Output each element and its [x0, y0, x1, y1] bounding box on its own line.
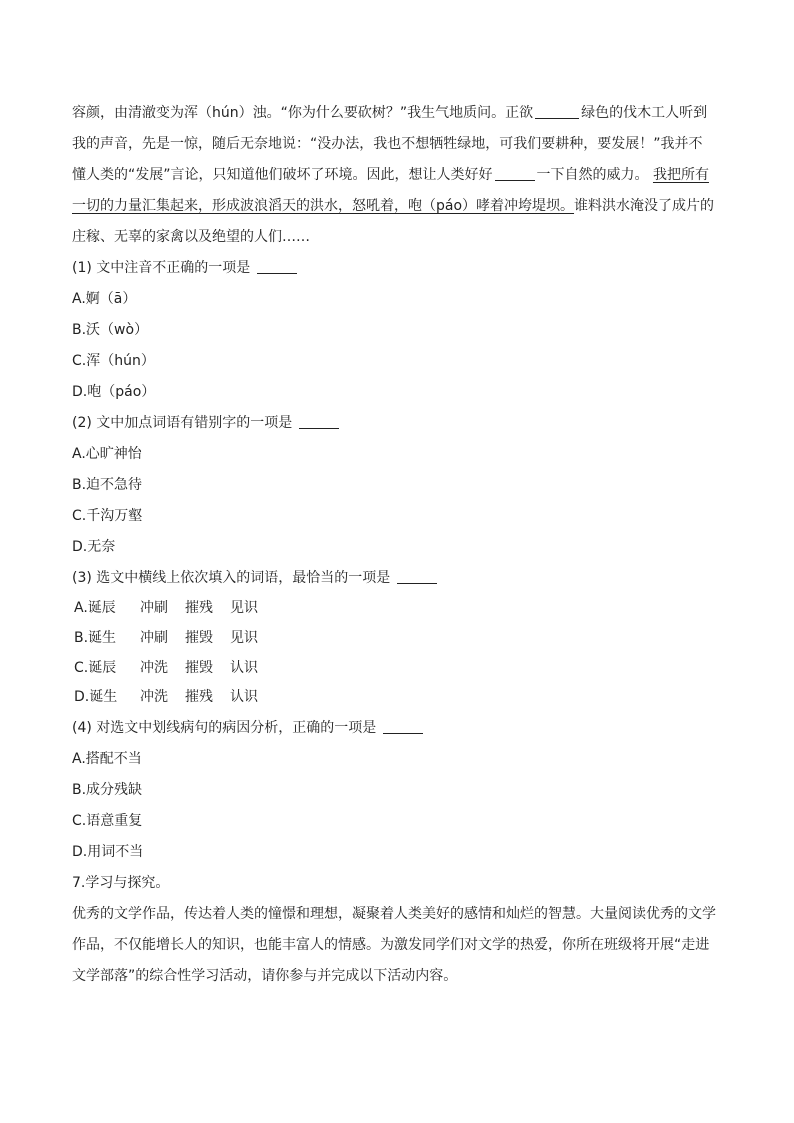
option-word: 冲洗 [140, 659, 168, 676]
option: A.婀（ā） [72, 291, 137, 307]
question-title: (4) 对选文中划线病句的病因分析，正确的一项是 [72, 713, 724, 744]
question-title: (2) 文中加点词语有错别字的一项是 [72, 408, 724, 439]
answer-blank [299, 412, 339, 429]
option: A.心旷神怡 [72, 446, 142, 462]
option-word: D.诞生 [74, 689, 118, 706]
passage-text: 一下自然的威力。 [536, 167, 649, 183]
option-word: 见识 [230, 600, 258, 616]
reading-passage [72, 98, 724, 253]
question-title: (1) 文中注音不正确的一项是 [72, 253, 724, 284]
question-4 [72, 713, 724, 868]
underlined-sentence: 我把所有 [652, 167, 709, 183]
passage-text: 绿色的伐木工人听到 [581, 105, 708, 121]
section-heading: 7.学习与探究。 [72, 875, 170, 892]
question-1 [72, 253, 724, 408]
option-word: C.诞辰 [74, 659, 117, 676]
answer-blank [257, 257, 297, 274]
option-word: 冲刷 [140, 629, 168, 646]
option-word: 摧残 [185, 689, 213, 706]
question-3 [72, 563, 724, 713]
passage-text: 谁料洪水淹没了成片的 [574, 198, 715, 214]
option: D.用词不当 [72, 844, 144, 861]
option: B.成分残缺 [72, 782, 143, 799]
option: C.千沟万壑 [72, 508, 143, 524]
option-row [72, 683, 724, 713]
option-row [72, 594, 724, 624]
option-row [72, 654, 724, 684]
fill-blank [535, 102, 579, 119]
option-word: 见识 [230, 629, 258, 646]
underlined-sentence: 一切的力量汇集起来，形成波浪滔天的洪水，怒吼着，咆（páo）哮着冲垮堤坝。 [72, 198, 575, 214]
section-text-line: 文学部落”的综合性学习活动，请你参与并完成以下活动内容。 [72, 968, 458, 985]
option-word: A.诞辰 [74, 600, 116, 616]
answer-blank [397, 567, 437, 584]
option: B.迫不急待 [72, 477, 143, 493]
option-word: 摧残 [185, 600, 213, 616]
passage-line: 我的声音，先是一惊，随后无奈地说：“没办法，我也不想牺牲绿地，可我们要耕种，要发展！”我并不 [72, 136, 703, 152]
option-word: 认识 [230, 689, 258, 706]
option: A.搭配不当 [72, 751, 142, 768]
passage-line [72, 191, 724, 222]
answer-blank [383, 717, 423, 734]
option: D.咆（páo） [72, 384, 156, 400]
section-7 [72, 868, 724, 992]
option-word: 认识 [230, 659, 258, 676]
option-word: 冲刷 [140, 600, 168, 616]
passage-line: 庄稼、无辜的家禽以及绝望的人们…… [72, 229, 310, 245]
question-2 [72, 408, 724, 563]
passage-text: 容颜，由清澈变为浑（hún）浊。“你为什么要砍树？”我生气地质问。正欲 [72, 105, 534, 121]
option-word: 冲洗 [140, 689, 168, 706]
section-text-line: 作品，不仅能增长人的知识，也能丰富人的情感。为激发同学们对文学的热爱，你所在班级将开展“走进 [72, 937, 710, 954]
option-word: 摧毁 [185, 629, 213, 646]
question-title: (3) 选文中横线上依次填入的词语，最恰当的一项是 [72, 563, 724, 594]
option: D.无奈 [72, 539, 116, 555]
document-content [72, 98, 724, 992]
option-row [72, 624, 724, 654]
option: C.语意重复 [72, 813, 143, 830]
option-word: B.诞生 [74, 629, 117, 646]
passage-line [72, 160, 724, 191]
option: B.沃（wò） [72, 322, 149, 338]
option: C.浑（hún） [72, 353, 155, 369]
passage-line [72, 98, 724, 129]
option-word: 摧毁 [185, 659, 213, 676]
section-text-line: 优秀的文学作品，传达着人类的憧憬和理想，凝聚着人类美好的感情和灿烂的智慧。大量阅读优秀的文学 [72, 906, 716, 923]
fill-blank [495, 164, 535, 181]
passage-text: 懂人类的“发展”言论，只知道他们破坏了环境。因此，想让人类好好 [72, 167, 493, 183]
